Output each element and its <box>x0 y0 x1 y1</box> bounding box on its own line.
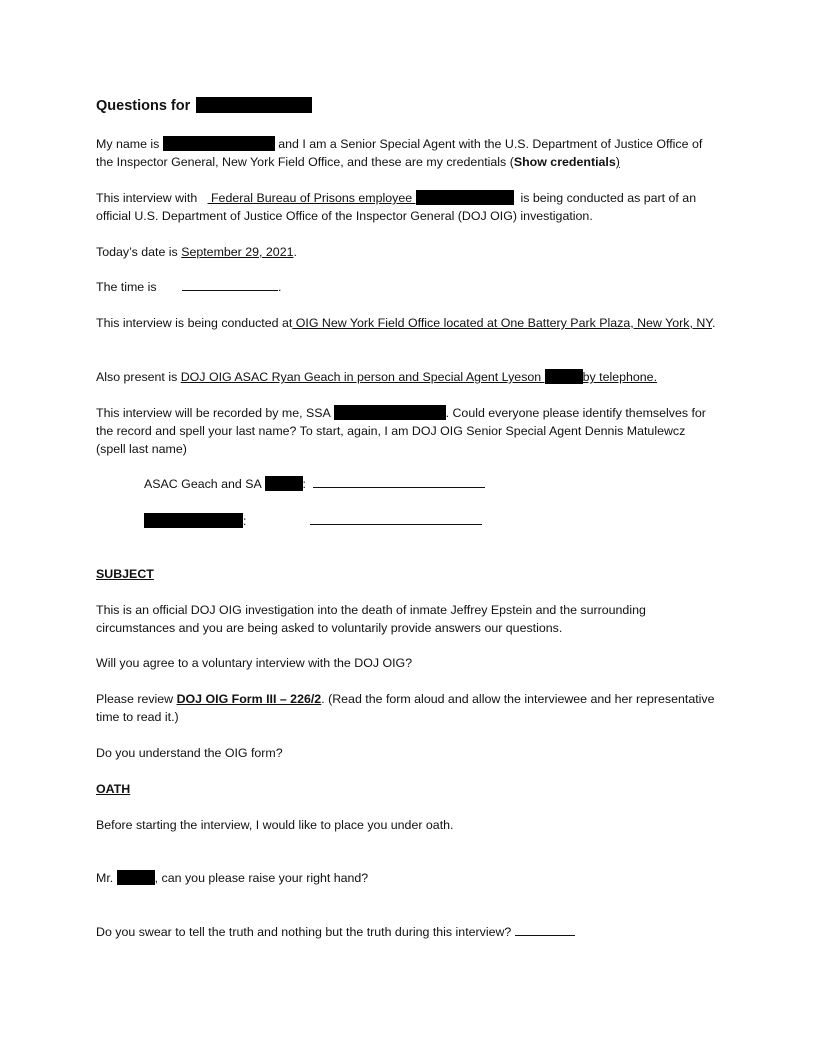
time-blank[interactable] <box>182 278 278 291</box>
identify-line-1: ASAC Geach and SA : <box>144 475 544 493</box>
redaction-bar <box>334 405 446 420</box>
intro-paragraph: My name is and I am a Senior Special Agent with the U.S. Department of Justice Office of the Inspector General, New York Field Office, and these are my credentials (Show credentials) <box>96 137 703 169</box>
oath-heading: OATH <box>96 782 131 796</box>
redaction-bar <box>117 870 155 885</box>
subject-heading: SUBJECT <box>96 567 154 581</box>
swear-question: Do you swear to tell the truth and nothing but the truth during this interview? <box>96 923 716 941</box>
form-review-paragraph: Please review DOJ OIG Form III – 226/2. (Read the form aloud and allow the interviewee and her representative time to read it.) <box>96 692 715 724</box>
interview-purpose-paragraph: This interview with Federal Bureau of Prisons employee is being conducted as part of an official U.S. Department of Justice Office of the Inspector General (DOJ OIG) investigation. <box>96 191 697 223</box>
redaction-bar <box>545 369 583 384</box>
recording-paragraph: This interview will be recorded by me, SSA . Could everyone please identify themselves for the record and spell your last name? To start, again, I am DOJ OIG Senior Special Agent Dennis Matulewcz (spell last name) <box>96 406 706 456</box>
identify-blank-1[interactable] <box>313 475 485 488</box>
identify-blank-2[interactable] <box>310 512 482 525</box>
location-paragraph: This interview is being conducted at OIG New York Field Office located at One Battery Park Plaza, New York, NY. <box>96 316 716 330</box>
understand-question: Do you understand the OIG form? <box>96 746 283 760</box>
redaction-bar <box>265 476 303 491</box>
voluntary-question: Will you agree to a voluntary interview with the DOJ OIG? <box>96 656 413 670</box>
time-line: The time is . <box>96 280 282 294</box>
raise-hand-line: Mr. , can you please raise your right hand? <box>96 871 369 885</box>
also-present-line: Also present is DOJ OIG ASAC Ryan Geach in person and Special Agent Lyeson by telephone. <box>96 370 658 384</box>
oath-intro: Before starting the interview, I would like to place you under oath. <box>96 818 454 832</box>
redaction-bar <box>144 513 243 528</box>
redaction-bar <box>416 190 514 205</box>
swear-answer-blank[interactable] <box>515 923 575 936</box>
redaction-bar <box>163 136 275 151</box>
identify-line-2: : <box>144 512 544 530</box>
redaction-bar <box>196 97 312 113</box>
subject-paragraph: This is an official DOJ OIG investigation into the death of inmate Jeffrey Epstein and the surrounding circumstances and you are being asked to voluntarily provide answers our questions. <box>96 603 646 635</box>
date-line: Today’s date is September 29, 2021. <box>96 245 297 259</box>
page-title: Questions for <box>96 97 716 115</box>
